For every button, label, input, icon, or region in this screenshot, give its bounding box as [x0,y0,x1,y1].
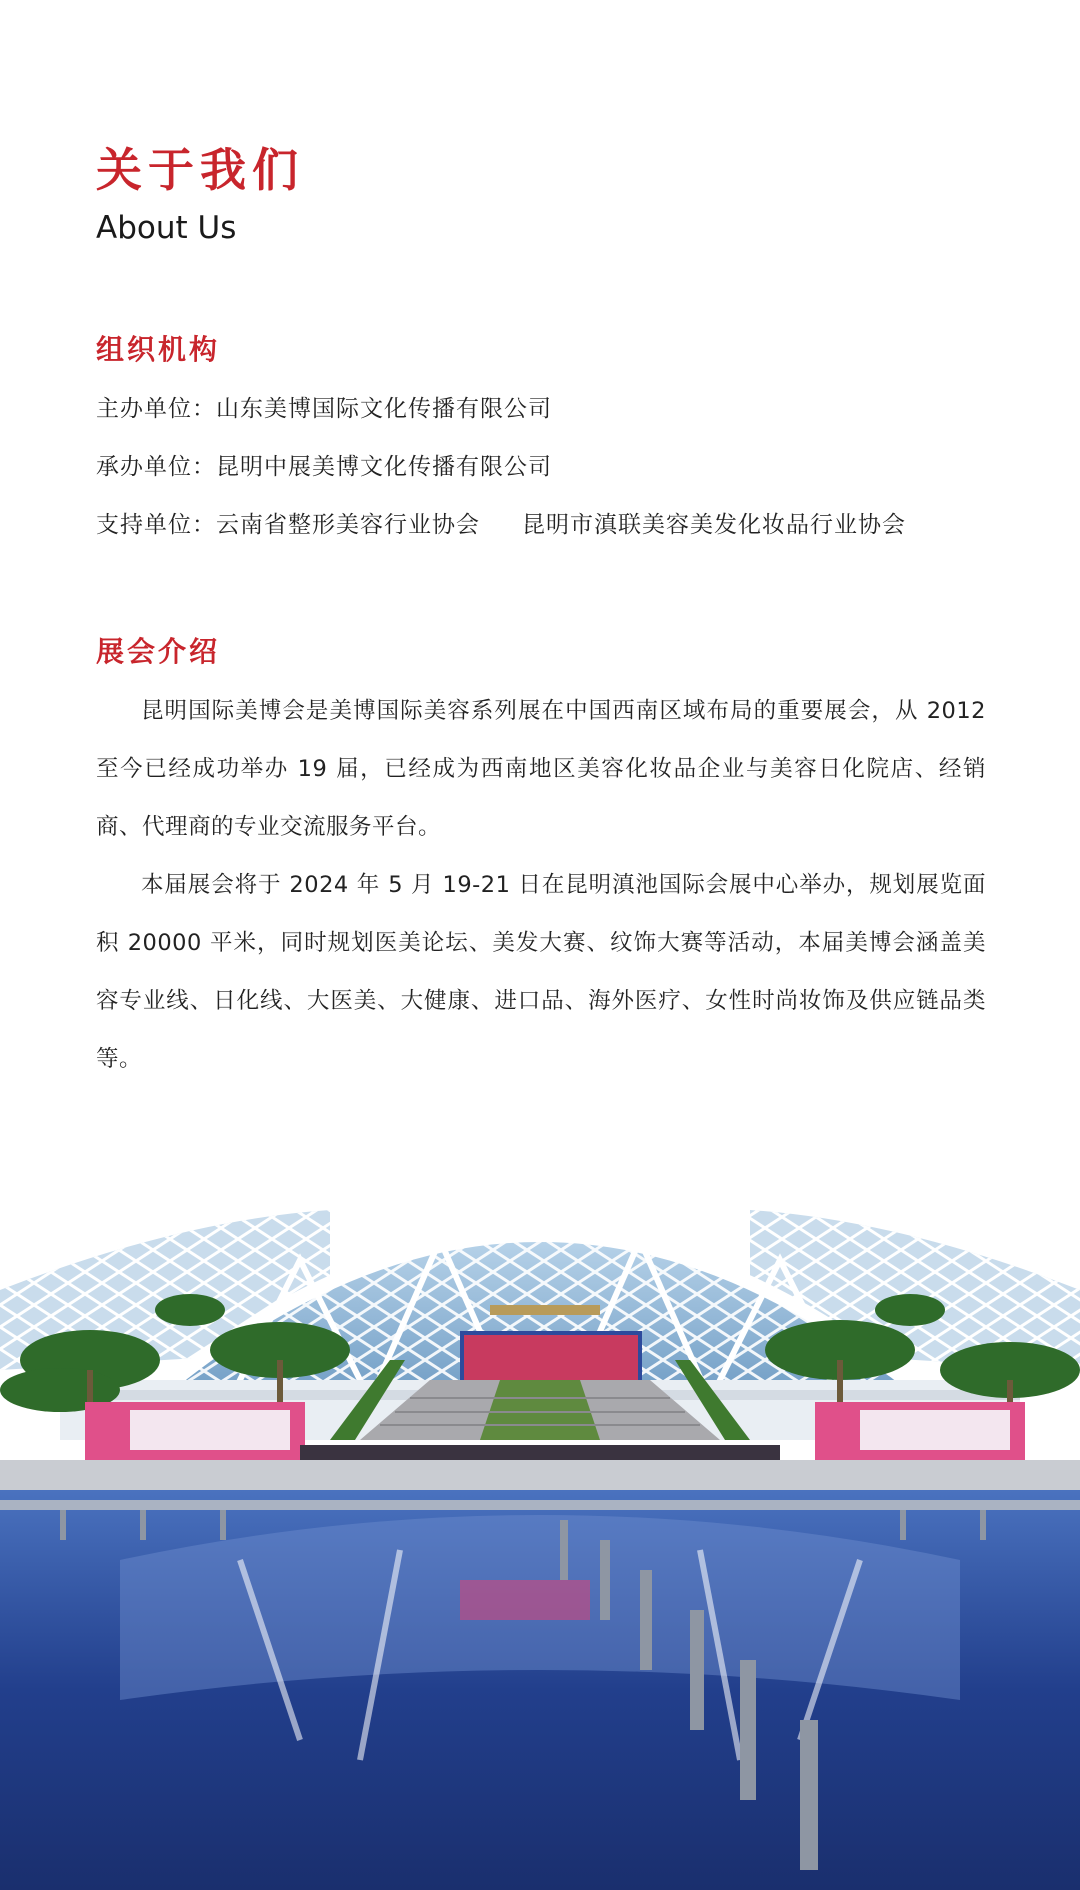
organization-list [96,380,996,554]
intro-paragraph-2: 本届展会将于 2024 年 5 月 19-21 日在昆明滇池国际会展中心举办，规划展览面积 20000 平米，同时规划医美论坛、美发大赛、纹饰大赛等活动，本届美博会涵盖美容专业线、日化线、大医美、大健康、进口品、海外医疗、女性时尚妆饰及供应链品类等。 [96,872,986,1072]
support-unit-second: 昆明市滇联美容美发化妆品行业协会 [522,512,906,538]
page-title: 关于我们 [96,143,304,197]
convention-center-photo [0,1140,1080,1890]
page-header [96,140,304,250]
intro-text [96,682,986,1088]
organization-section-title: 组织机构 [96,333,221,366]
intro-paragraph-1: 昆明国际美博会是美博国际美容系列展在中国西南区域布局的重要展会，从 2012 至今已经成功举办 19 届，已经成为西南地区美容化妆品企业与美容日化院店、经销商、代理商的专业交流服务平台。 [96,698,986,840]
organizer-unit: 承办单位：昆明中展美博文化传播有限公司 [96,454,552,480]
intro-section-title: 展会介绍 [96,635,221,668]
page-subtitle: About Us [96,210,237,246]
support-unit-first: 支持单位：云南省整形美容行业协会 [96,512,480,538]
host-unit: 主办单位：山东美博国际文化传播有限公司 [96,396,552,422]
support-unit-row [96,496,996,554]
